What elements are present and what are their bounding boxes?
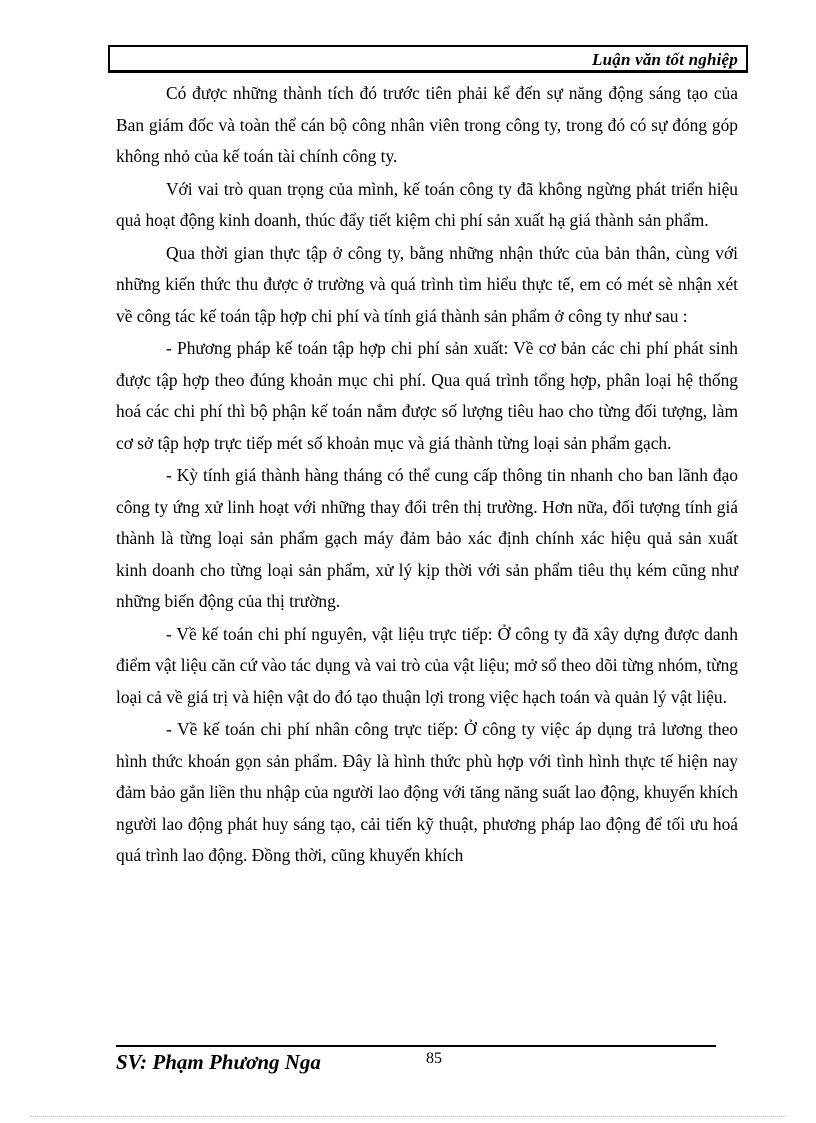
paragraph-costing-period: - Kỳ tính giá thành hàng tháng có thể cung cấp thông tin nhanh cho ban lãnh đạo công ty ứng xử linh hoạt với những thay đổi trên thị trường. Hơn nữa, đối tượng tính giá thành là từng loại sản phẩm gạch máy đảm bảo xác định chính xác hiệu quả sản xuất kinh doanh cho từng loại sản phẩm, xử lý kịp thời với sản phẩm tiêu thụ kém cũng như những biến động của thị trường. xyxy=(116,465,738,611)
page-number: 85 xyxy=(426,1050,442,1067)
paragraph-material-costs: - Về kế toán chi phí nguyên, vật liệu trực tiếp: Ở công ty đã xây dựng được danh điểm vật liệu căn cứ vào tác dụng và vai trò của vật liệu; mở sổ theo dõi từng nhóm, từng loại cả về giá trị và hiện vật do đó tạo thuận lợi trong việc hạch toán và quản lý vật liệu. xyxy=(116,623,738,707)
page-header xyxy=(108,45,748,73)
header-title: Luận văn tốt nghiệp xyxy=(592,50,738,69)
paragraph-labor-costs: - Về kế toán chi phí nhân công trực tiếp: Ở công ty việc áp dụng trả lương theo hình thức khoán gọn sản phẩm. Đây là hình thức phù hợp với tình hình thực tế hiện nay đảm bảo gắn liền thu nhập của người lao động với tăng năng suất lao động, khuyến khích người lao động phát huy sáng tạo, cải tiến kỹ thuật, phương pháp lao động để tối ưu hoá quá trình lao động. Đồng thời, cũng khuyến khích xyxy=(116,719,738,865)
paragraph-cost-method: - Phương pháp kế toán tập hợp chi phí sản xuất: Về cơ bản các chi phí phát sinh được tập hợp theo đúng khoản mục chi phí. Qua quá trình tổng hợp, phân loại hệ thống hoá các chi phí thì bộ phận kế toán nắm được số lượng tiêu hao cho từng đối tượng, làm cơ sở tập hợp trực tiếp mét số khoản mục và giá thành từng loại sản phẩm gạch. xyxy=(116,338,738,453)
paragraph-achievements: Có được những thành tích đó trước tiên phải kể đến sự năng động sáng tạo của Ban giám đốc và toàn thể cán bộ công nhân viên trong công ty, trong đó có sự đóng góp không nhỏ của kế toán tài chính công ty. xyxy=(116,83,738,166)
paragraph-accounting-role: Với vai trò quan trọng của mình, kế toán công ty đã không ngừng phát triển hiệu quả hoạt động kinh doanh, thúc đẩy tiết kiệm chi phí sản xuất hạ giá thành sản phẩm. xyxy=(116,178,738,230)
page-bottom-border xyxy=(30,1116,786,1117)
footer-divider xyxy=(116,1045,716,1047)
paragraph-internship-remarks: Qua thời gian thực tập ở công ty, bằng những nhận thức của bản thân, cùng với những kiến thức thu được ở trường và quá trình tìm hiểu thực tế, em có mét sè nhận xét về công tác kế toán tập hợp chi phí và tính giá thành sản phẩm ở công ty như sau : xyxy=(116,242,738,326)
document-body xyxy=(116,78,738,872)
footer-author: SV: Phạm Phương Nga xyxy=(116,1050,321,1074)
